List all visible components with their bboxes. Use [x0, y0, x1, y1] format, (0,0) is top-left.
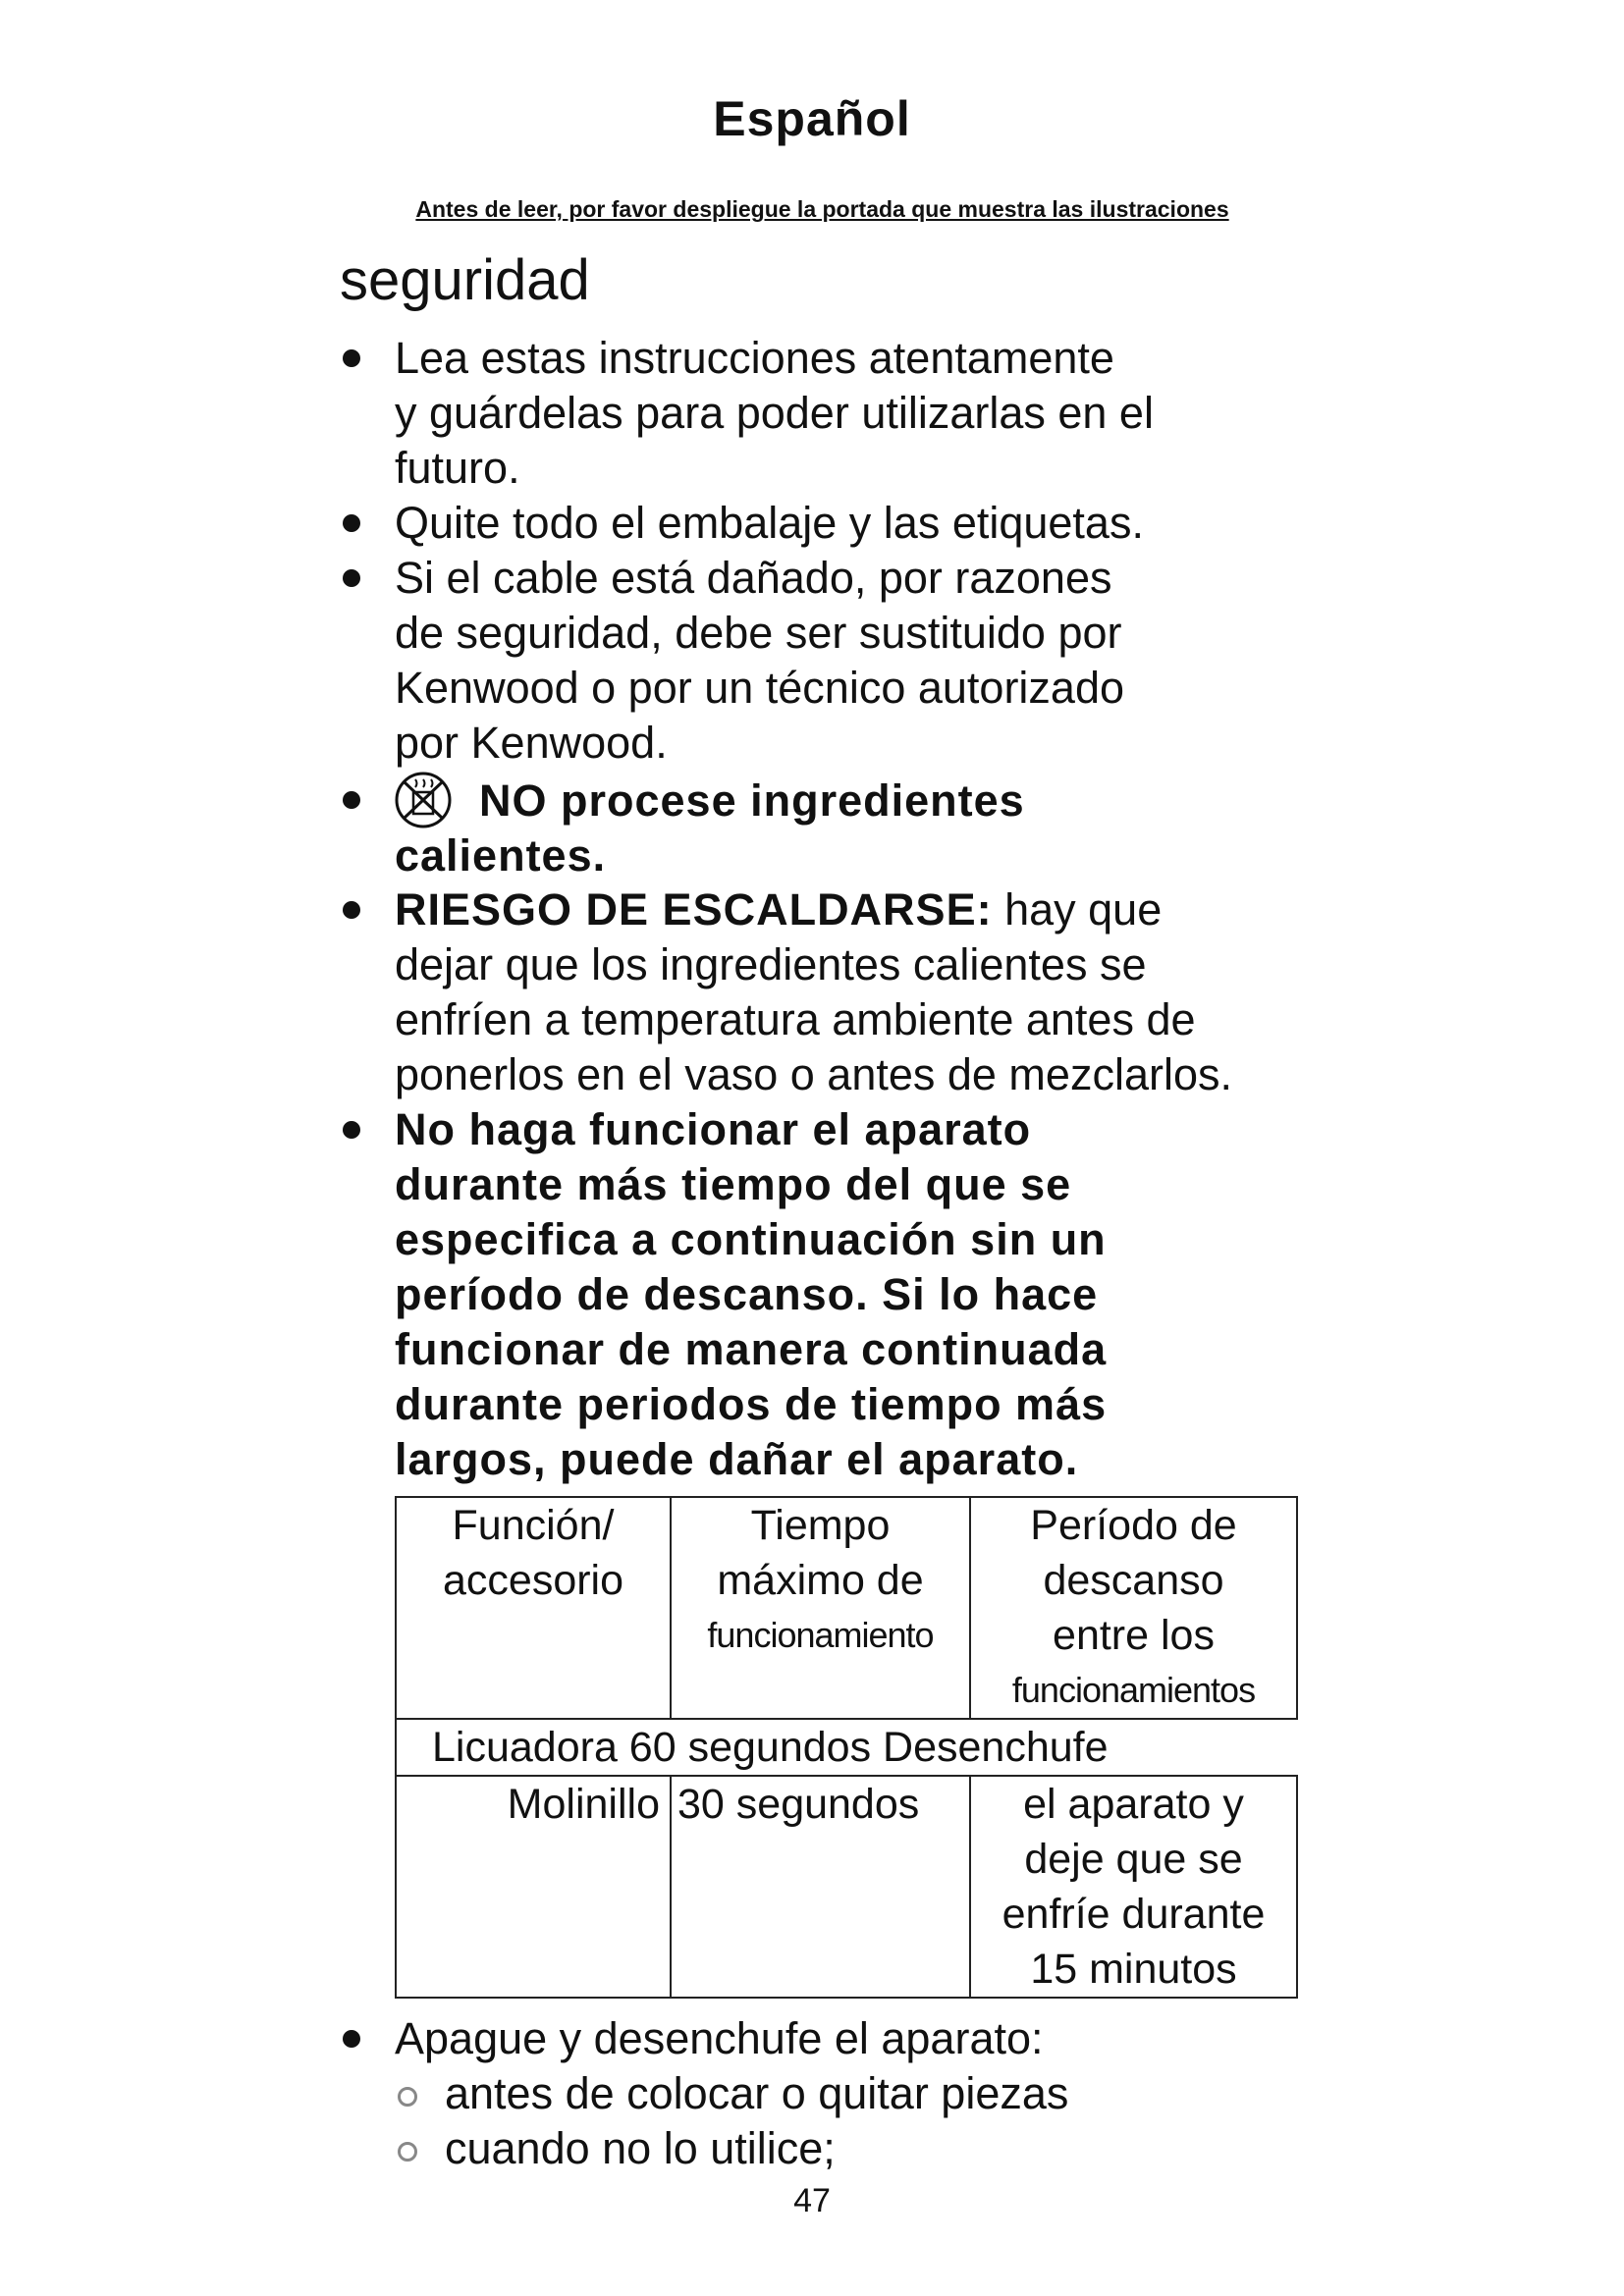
header-line: entre los	[1053, 1612, 1215, 1659]
header-line: funcionamiento	[707, 1615, 934, 1655]
header-line: Función/	[452, 1502, 615, 1549]
bullet-dot	[343, 349, 360, 367]
page-title: Español	[713, 91, 911, 146]
bullet-1-line-1: Lea estas instrucciones atentamente	[395, 333, 1114, 383]
table-row-blender	[396, 1719, 1297, 1776]
bullet-6-line-2: durante más tiempo del que se	[395, 1159, 1072, 1209]
bullet-3-line-2: de seguridad, debe ser sustituido por	[395, 608, 1122, 658]
bullet-2-line-1: Quite todo el embalaje y las etiquetas.	[395, 498, 1144, 548]
bullet-dot	[343, 569, 360, 587]
section-title: seguridad	[340, 248, 590, 312]
sub-bullet-circle	[398, 2142, 417, 2162]
rest-line: el aparato y	[1023, 1781, 1244, 1828]
header-line: accesorio	[442, 1557, 624, 1604]
no-hot-ingredients-icon	[394, 771, 453, 829]
rest-line: deje que se	[1024, 1836, 1243, 1883]
bullet-6-line-1: No haga funcionar el aparato	[395, 1104, 1032, 1154]
mill-function-cell: Molinillo	[396, 1776, 671, 1998]
header-rest-cell	[970, 1497, 1297, 1719]
bullet-4-line-2: calientes.	[395, 830, 607, 881]
bullet-6-line-3: especifica a continuación sin un	[395, 1214, 1107, 1264]
bullet-dot	[343, 2030, 360, 2048]
bullet-7-subitem-1: antes de colocar o quitar piezas	[445, 2068, 1069, 2118]
mill-time-cell: 30 segundos	[671, 1776, 970, 1998]
table-header-row	[396, 1497, 1297, 1719]
bullet-5-line-1	[395, 882, 1162, 937]
bullet-5-line-3: enfríen a temperatura ambiente antes de	[395, 994, 1196, 1044]
bullet-3-line-1: Si el cable está dañado, por razones	[395, 553, 1112, 603]
rest-line: enfríe durante	[1001, 1891, 1266, 1938]
rest-instructions-cell	[970, 1776, 1297, 1998]
bullet-3-line-4: por Kenwood.	[395, 718, 668, 768]
bullet-6-line-4: período de descanso. Si lo hace	[395, 1269, 1099, 1319]
bullet-6-line-6: durante periodos de tiempo más	[395, 1379, 1108, 1429]
bullet-7-lead: Apague y desenchufe el aparato:	[395, 2013, 1044, 2063]
bullet-dot	[343, 514, 360, 532]
rest-line: 15 minutos	[1030, 1946, 1237, 1993]
sub-bullet-circle	[398, 2087, 417, 2107]
bullet-1-line-2: y guárdelas para poder utilizarlas en el	[395, 388, 1154, 438]
bullet-dot	[343, 901, 360, 919]
bullet-dot	[343, 791, 360, 809]
bullet-5-line-2: dejar que los ingredientes calientes se	[395, 939, 1147, 989]
rest-period-table	[395, 1496, 1298, 1999]
scald-risk-label: RIESGO DE ESCALDARSE:	[395, 884, 993, 934]
header-line: Tiempo	[750, 1502, 891, 1549]
header-line: descanso	[1043, 1557, 1224, 1604]
bullet-5-line-4: ponerlos en el vaso o antes de mezclarlos.	[395, 1049, 1232, 1099]
bullet-7-subitem-2: cuando no lo utilice;	[445, 2123, 836, 2173]
bullet-3-line-3: Kenwood o por un técnico autorizado	[395, 663, 1125, 713]
bullet-6-line-5: funcionar de manera continuada	[395, 1324, 1108, 1374]
header-line: máximo de	[717, 1557, 924, 1604]
header-time-cell	[671, 1497, 970, 1719]
unfold-cover-notice: Antes de leer, por favor despliegue la portada que muestra las ilustraciones	[415, 196, 1229, 222]
table-row-mill	[396, 1776, 1297, 1998]
bullet-4-line-1: NO procese ingredientes	[479, 775, 1025, 826]
header-line: Período de	[1030, 1502, 1237, 1549]
bullet-dot	[343, 1121, 360, 1139]
scald-risk-text: hay que	[1004, 884, 1163, 934]
header-line: funcionamientos	[1011, 1670, 1256, 1710]
blender-row-text: Licuadora 60 segundos Desenchufe	[396, 1719, 1297, 1776]
bullet-6-line-7: largos, puede dañar el aparato.	[395, 1434, 1079, 1484]
bullet-1-line-3: futuro.	[395, 443, 520, 493]
page-number: 47	[793, 2182, 831, 2219]
header-function-cell	[396, 1497, 671, 1719]
